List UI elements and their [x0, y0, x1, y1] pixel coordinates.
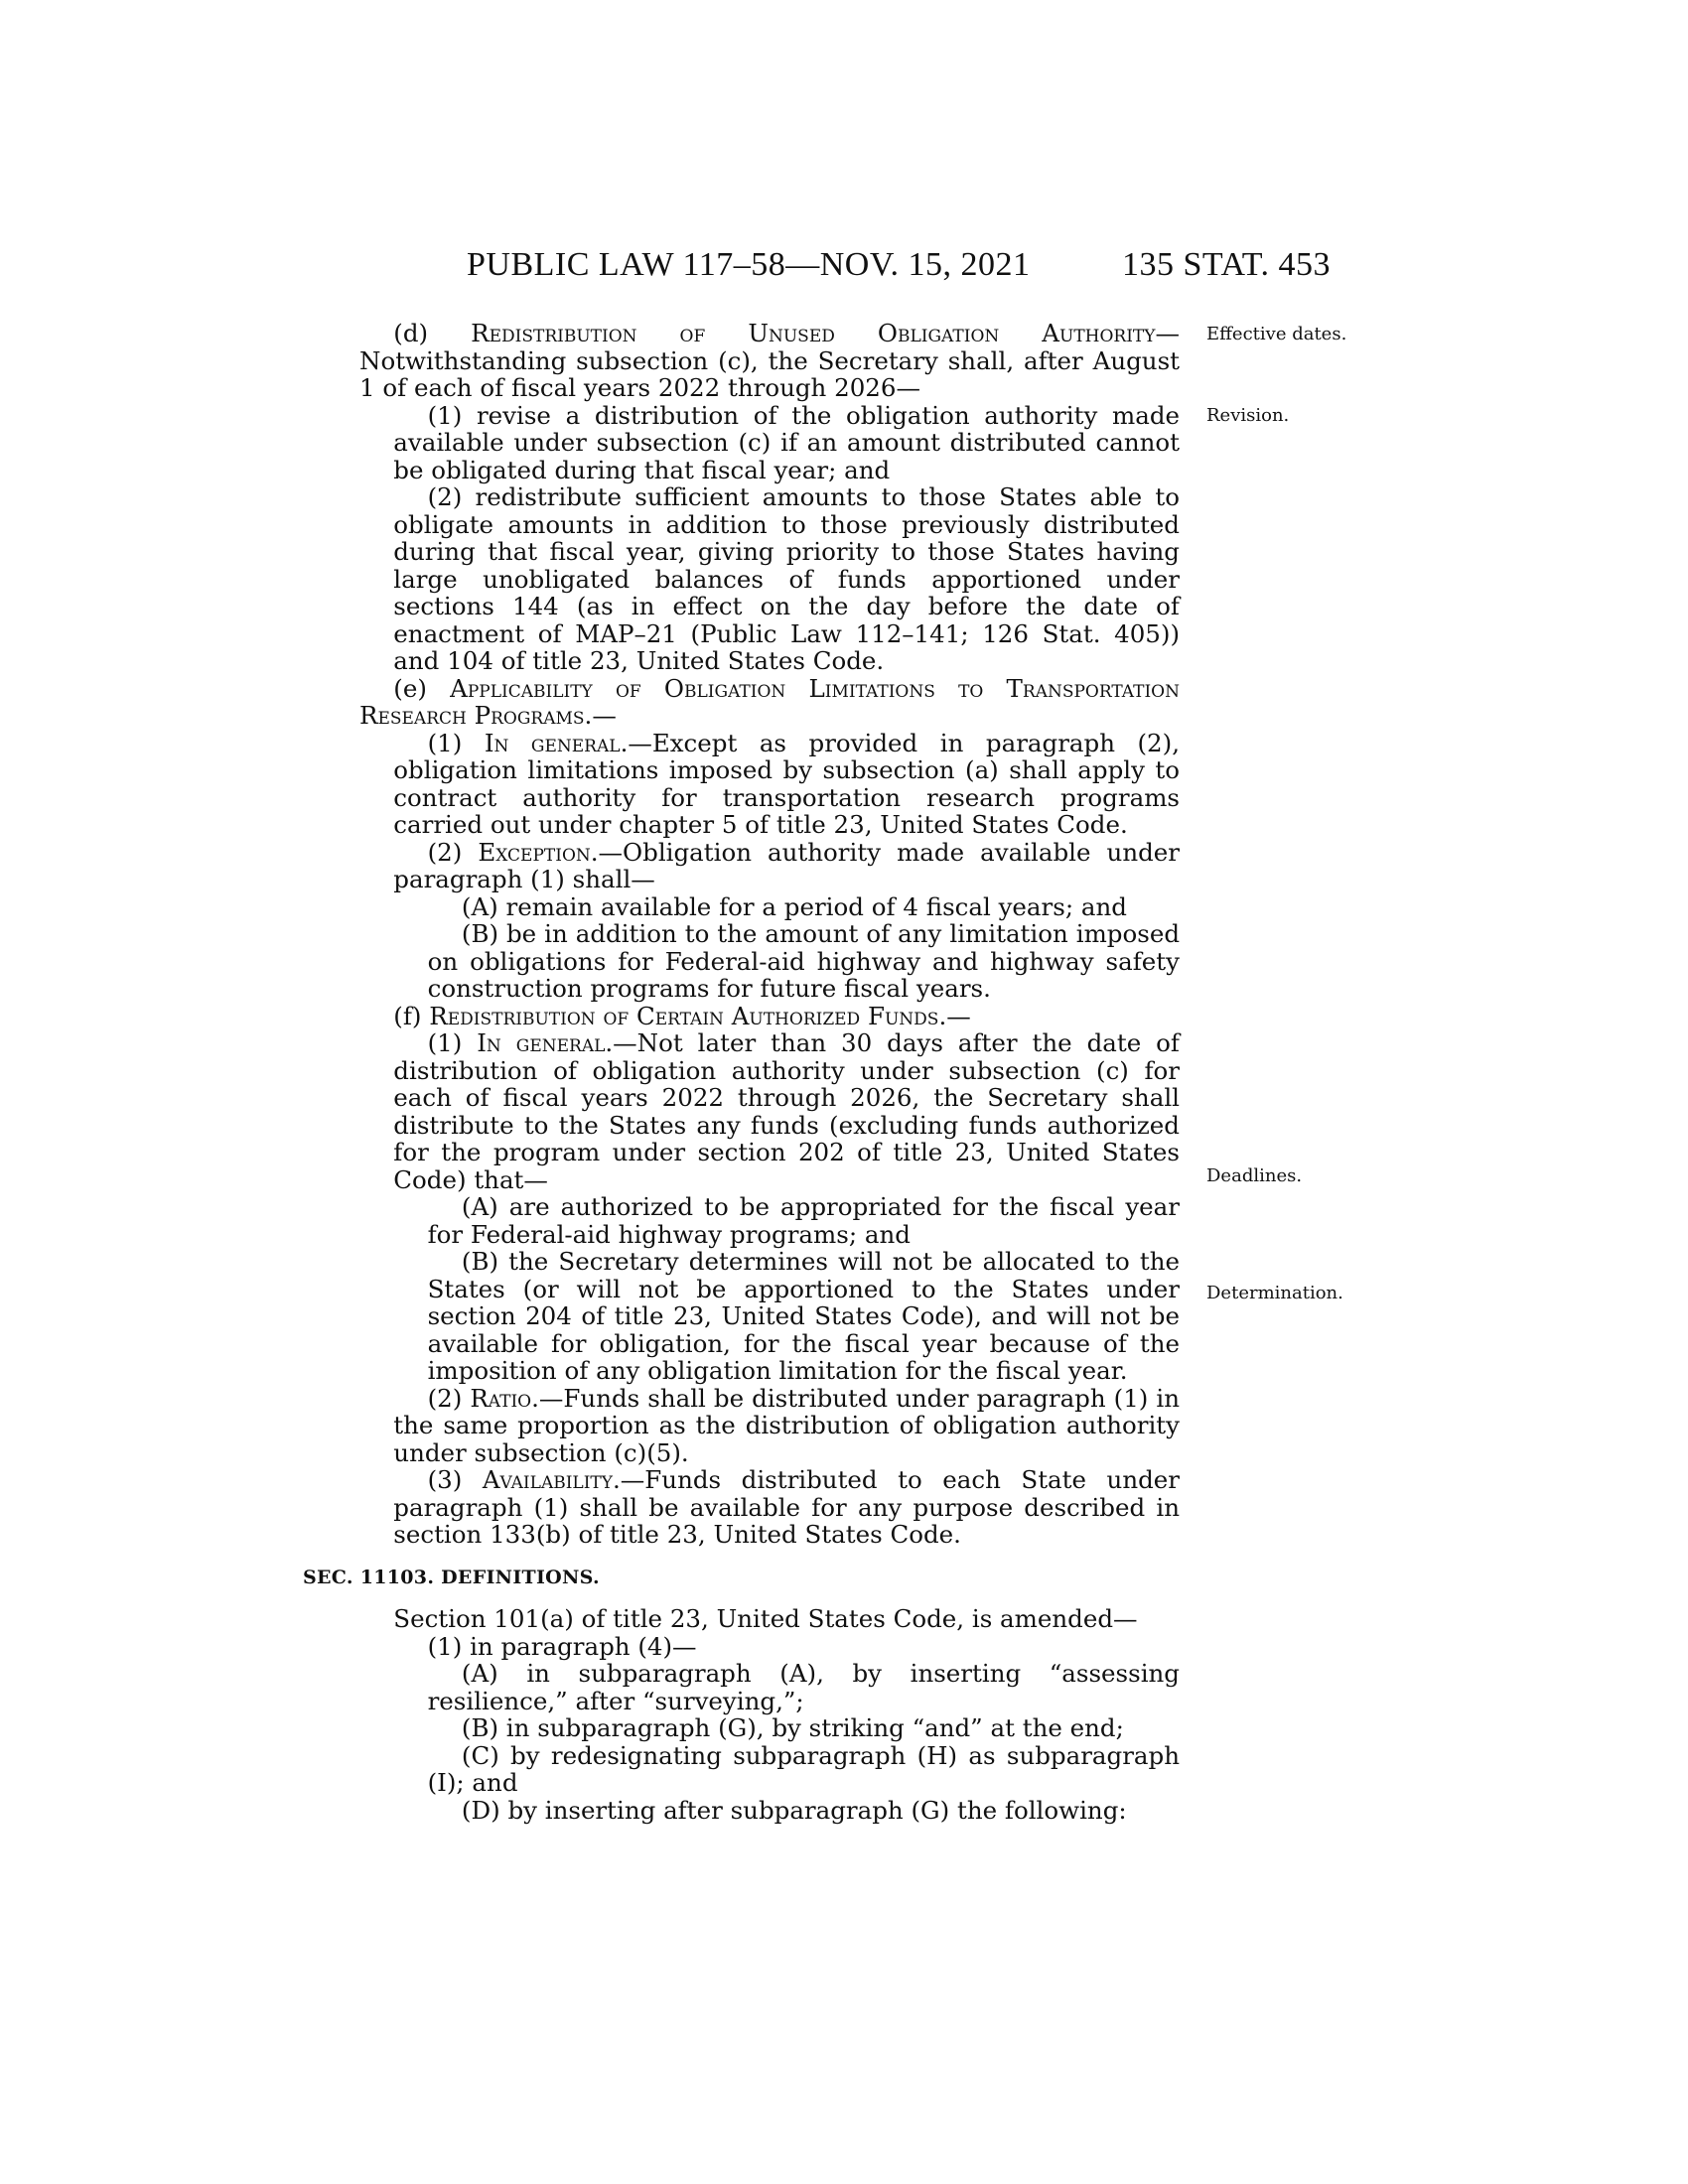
- paragraph-f3: (3) Availability.—Funds distributed to each State under paragraph (1) shall be available for any purpose described in section 133(b) of title 23, United States Code.: [393, 1465, 1180, 1549]
- margin-note-determination: Determination.: [1206, 1283, 1343, 1303]
- paragraph-caption: Ratio: [470, 1383, 532, 1413]
- paragraph-f2: (2) Ratio.—Funds shall be distributed under paragraph (1) in the same proportion as the distribution of obligation authority under subsection (c)(5).: [393, 1383, 1180, 1467]
- subparagraph-s1c: (C) by redesignating subparagraph (H) as subparagraph (I); and: [427, 1740, 1180, 1797]
- paragraph-d2: (2) redistribute sufficient amounts to those States able to obligate amounts in addition to those previously distributed during that fiscal year, giving priority to those States having large unobligated balances of funds apportioned under sections 144 (as in effect on the day before the date of enactment of MAP–21 (Public Law 112–141; 126 Stat. 405)) and 104 of title 23, United States Code.: [393, 482, 1180, 675]
- running-header: PUBLIC LAW 117–58—NOV. 15, 2021: [467, 246, 1031, 283]
- subparagraph-s1b: (B) in subparagraph (G), by striking “and” at the end;: [461, 1713, 1124, 1742]
- subsection-caption: Redistribution of Certain Authorized Funds: [429, 1001, 939, 1030]
- margin-note-deadlines: Deadlines.: [1206, 1165, 1303, 1186]
- subparagraph-f1b: (B) the Secretary determines will not be allocated to the States (or will not be apportioned to the States under section 204 of title 23, United States Code), and will not be available for obligation, for the fiscal year because of the imposition of any obligation limitation for the fiscal year.: [427, 1247, 1180, 1385]
- paragraph-caption: Availability: [482, 1465, 613, 1494]
- paragraph-caption: Exception: [478, 837, 591, 867]
- paragraph-text: .—Except as provided in paragraph (2), obligation limitations imposed by subsection (a) shall apply to contract authority for transportation research programs carried out under chapter 5 of title 23, United States Code.: [393, 728, 1180, 839]
- subsection-f: (f) Redistribution of Certain Authorized Funds.—: [393, 1001, 971, 1030]
- paragraph-e1: (1) In general.—Except as provided in paragraph (2), obligation limitations imposed by subsection (a) shall apply to contract authority for transportation research programs carried out under chapter 5 of title 23, United States Code.: [393, 728, 1180, 839]
- paragraph-d1: (1) revise a distribution of the obligation authority made available under subsection (c) if an amount distributed cannot be obligated during that fiscal year; and: [393, 400, 1180, 484]
- paragraph-text: .—Funds shall be distributed under paragraph (1) in the same proportion as the distribution of obligation authority under subsection (c)(5).: [393, 1383, 1180, 1467]
- margin-note-revision: Revision.: [1206, 405, 1290, 426]
- paragraph-text: .—Funds distributed to each State under paragraph (1) shall be available for any purpose described in section 133(b) of title 23, United States Code.: [393, 1465, 1180, 1549]
- body-text: [303, 319, 1180, 1825]
- page-number: 135 STAT. 453: [1122, 246, 1331, 283]
- subsection-text: .—: [584, 701, 617, 730]
- subsection-caption: Redistribution of Unused Obligation Authority: [471, 319, 1156, 347]
- section-heading: SEC. 11103. DEFINITIONS.: [303, 1566, 600, 1588]
- subparagraph-s1d: (D) by inserting after subparagraph (G) the following:: [461, 1795, 1127, 1825]
- paragraph-caption: In general: [484, 728, 621, 757]
- subsection-caption: Applicability of Obligation Limitations to Transportation Research Programs: [359, 673, 1180, 730]
- paragraph-s1: (1) in paragraph (4)—: [427, 1631, 697, 1661]
- subsection-text: .—: [938, 1001, 971, 1030]
- subsection-e: (e) Applicability of Obligation Limitations to Transportation Research Programs.—: [359, 673, 1180, 730]
- subparagraph-f1a: (A) are authorized to be appropriated for the fiscal year for Federal-aid highway programs; and: [427, 1192, 1180, 1249]
- paragraph-text: .—Obligation authority made available under paragraph (1) shall—: [393, 837, 1180, 893]
- subparagraph-e2a: (A) remain available for a period of 4 fiscal years; and: [461, 891, 1127, 921]
- section-intro: Section 101(a) of title 23, United States Code, is amended—: [393, 1604, 1138, 1633]
- subparagraph-s1a: (A) in subparagraph (A), by inserting “assessing resilience,” after “surveying,”;: [427, 1659, 1180, 1715]
- paragraph-f1: (1) In general.—Not later than 30 days after the date of distribution of obligation authority under subsection (c) for each of fiscal years 2022 through 2026, the Secretary shall distribute to the States any funds (excluding funds authorized for the program under section 202 of title 23, United States Code) that—: [393, 1028, 1180, 1194]
- subparagraph-e2b: (B) be in addition to the amount of any limitation imposed on obligations for Federal-aid highway and highway safety construction programs for future fiscal years.: [427, 919, 1180, 1003]
- margin-note-effective-dates: Effective dates.: [1206, 324, 1347, 344]
- subsection-text: —Notwithstanding subsection (c), the Secretary shall, after August 1 of each of fiscal years 2022 through 2026—: [359, 319, 1180, 402]
- subsection-d: (d) Redistribution of Unused Obligation Authority—Notwithstanding subsection (c), the Secretary shall, after August 1 of each of fiscal years 2022 through 2026—: [359, 319, 1180, 402]
- paragraph-caption: In general: [477, 1028, 606, 1057]
- paragraph-e2: (2) Exception.—Obligation authority made available under paragraph (1) shall—: [393, 837, 1180, 893]
- paragraph-text: .—Not later than 30 days after the date of distribution of obligation authority under subsection (c) for each of fiscal years 2022 through 2026, the Secretary shall distribute to the States any funds (excluding funds authorized for the program under section 202 of title 23, United States Code) that—: [393, 1028, 1180, 1194]
